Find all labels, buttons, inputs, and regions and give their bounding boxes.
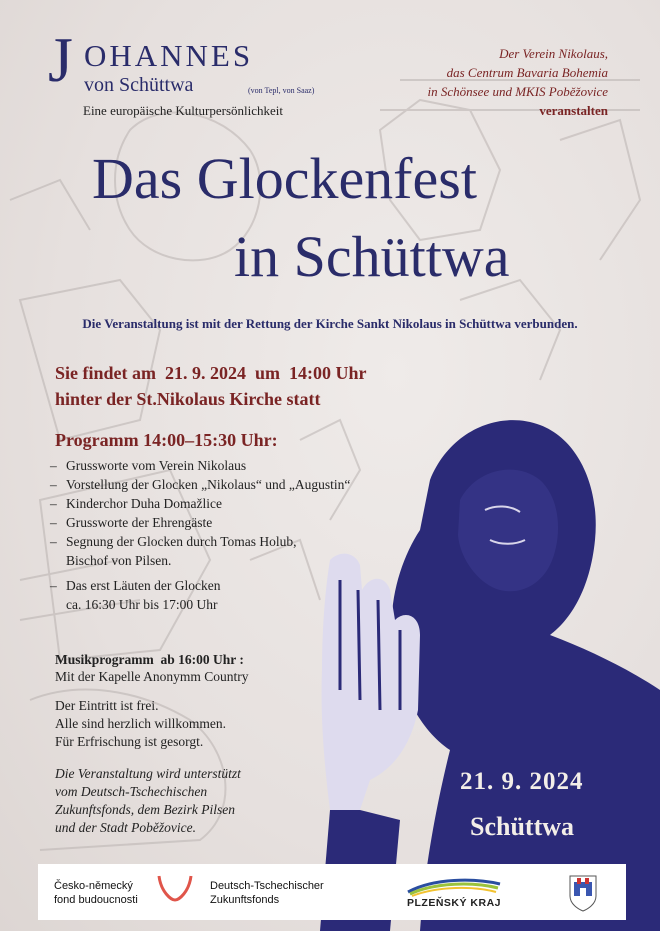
fund-cz-line: fond budoucnosti bbox=[54, 894, 138, 906]
program-item: – Grussworte der Ehrengäste bbox=[50, 515, 213, 530]
fund-de-line: Deutsch-Tschechischer bbox=[210, 880, 324, 892]
event-location-line: hinter der St.Nikolaus Kirche statt bbox=[55, 389, 321, 409]
program-item: – Grussworte vom Verein Nikolaus bbox=[50, 458, 247, 473]
brand-alias: (von Tepl, von Saaz) bbox=[248, 86, 315, 95]
event-time-line: Sie findet am 21. 9. 2024 um 14:00 Uhr bbox=[55, 363, 367, 383]
support-line: und der Stadt Poběžovice. bbox=[55, 820, 196, 835]
support-line: vom Deutsch-Tschechischen bbox=[55, 784, 208, 799]
entry-line: Alle sind herzlich willkommen. bbox=[55, 716, 226, 731]
music-heading: Musikprogramm ab 16:00 Uhr : bbox=[55, 652, 244, 667]
program-item: – Vorstellung der Glocken „Nikolaus“ und „Augustin“ bbox=[50, 477, 351, 492]
program-item-text: ca. 16:30 Uhr bis 17:00 Uhr bbox=[66, 597, 218, 612]
program-item-continued bbox=[50, 595, 430, 614]
page-title-line-2: in Schüttwa bbox=[234, 224, 510, 289]
program-item-text: Bischof von Pilsen. bbox=[66, 553, 172, 568]
fund-logo-czech-text bbox=[54, 879, 138, 907]
program-item: – Segnung der Glocken durch Tomas Holub, bbox=[50, 534, 297, 549]
support-line: Die Veranstaltung wird unterstützt bbox=[55, 766, 241, 781]
program-item: – Kinderchor Duha Domažlice bbox=[50, 496, 222, 511]
brand-tagline: Eine europäische Kulturpersönlichkeit bbox=[83, 103, 283, 118]
entry-info bbox=[55, 697, 226, 751]
brand-initial: J bbox=[48, 24, 73, 95]
entry-line: Für Erfrischung ist gesorgt. bbox=[55, 734, 204, 749]
support-line: Zukunftsfonds, dem Bezirk Pilsen bbox=[55, 802, 235, 817]
organizers-verb: veranstalten bbox=[539, 103, 608, 118]
highlight-place: Schüttwa bbox=[470, 812, 575, 841]
program-item-text: Kinderchor Duha Domažlice bbox=[66, 496, 222, 511]
town-crest-icon bbox=[568, 874, 598, 912]
program-item-text: Das erst Läuten der Glocken bbox=[66, 578, 221, 593]
fund-arc-icon bbox=[155, 872, 195, 904]
organizer-line: in Schönsee und MKIS Poběžovice bbox=[427, 84, 608, 99]
plzen-region-logo-text: PLZEŇSKÝ KRAJ bbox=[407, 897, 502, 909]
program-item-text: Grussworte vom Verein Nikolaus bbox=[66, 458, 247, 473]
subtitle: Die Veranstaltung ist mit der Rettung der Kirche Sankt Nikolaus in Schüttwa verbunden. bbox=[82, 316, 578, 331]
program-heading: Programm 14:00–15:30 Uhr: bbox=[55, 430, 278, 450]
program-item-text: Segnung der Glocken durch Tomas Holub, bbox=[66, 534, 297, 549]
organizers-block bbox=[328, 44, 608, 120]
brand-line-2: von Schüttwa bbox=[84, 74, 194, 96]
music-text: Mit der Kapelle Anonymm Country bbox=[55, 669, 249, 684]
program-item-text: Grussworte der Ehrengäste bbox=[66, 515, 213, 530]
highlight-date: 21. 9. 2024 bbox=[460, 768, 584, 795]
fund-cz-line: Česko-německý bbox=[54, 880, 133, 892]
entry-line: Der Eintritt ist frei. bbox=[55, 698, 159, 713]
program-list bbox=[50, 456, 430, 614]
organizer-line: Der Verein Nikolaus, bbox=[499, 46, 608, 61]
program-item: – Das erst Läuten der Glocken bbox=[50, 578, 221, 593]
organizer-line: das Centrum Bavaria Bohemia bbox=[446, 65, 608, 80]
fund-de-line: Zukunftsfonds bbox=[210, 894, 280, 906]
brand-name: OHANNES bbox=[84, 38, 254, 73]
event-time-block bbox=[55, 360, 367, 412]
page-title-line-1: Das Glockenfest bbox=[92, 146, 477, 211]
program-item-text: Vorstellung der Glocken „Nikolaus“ und „Augustin“ bbox=[66, 477, 351, 492]
fund-logo-german-text bbox=[210, 879, 324, 907]
program-item-continued bbox=[50, 551, 430, 570]
support-note bbox=[55, 765, 241, 837]
